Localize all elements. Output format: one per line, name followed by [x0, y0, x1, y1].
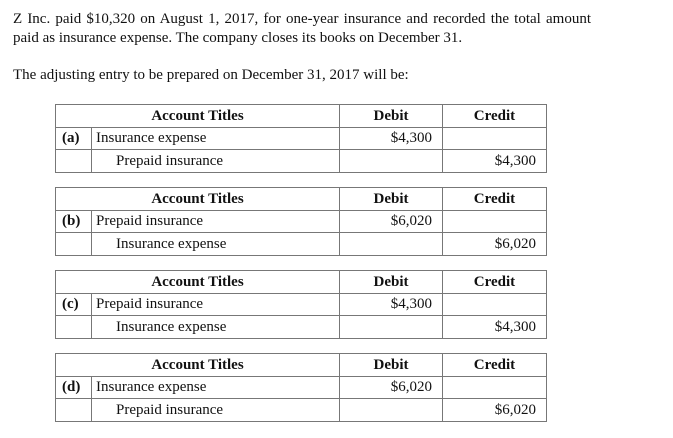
credit-header: Credit: [443, 188, 547, 211]
letter-empty-cell: [56, 316, 92, 339]
letter-empty-cell: [56, 233, 92, 256]
debit-empty-cell: [340, 399, 443, 422]
debit-header: Debit: [340, 354, 443, 377]
credit-amount: $6,020: [443, 399, 547, 422]
credit-amount: $4,300: [443, 316, 547, 339]
option-letter: (c): [56, 293, 92, 316]
credit-account: Insurance expense: [92, 233, 340, 256]
credit-empty-cell: [443, 376, 547, 399]
debit-account: Prepaid insurance: [92, 293, 340, 316]
option-letter: (d): [56, 376, 92, 399]
question-prompt: The adjusting entry to be prepared on December 31, 2017 will be:: [13, 67, 409, 83]
letter-empty-cell: [56, 399, 92, 422]
letter-empty-cell: [56, 150, 92, 173]
credit-amount: $4,300: [443, 150, 547, 173]
option-c-journal-table[interactable]: [55, 270, 547, 339]
credit-header: Credit: [443, 354, 547, 377]
credit-header: Credit: [443, 271, 547, 294]
debit-amount: $4,300: [340, 293, 443, 316]
credit-header: Credit: [443, 105, 547, 128]
credit-empty-cell: [443, 210, 547, 233]
option-letter: (a): [56, 127, 92, 150]
debit-header: Debit: [340, 105, 443, 128]
debit-account: Prepaid insurance: [92, 210, 340, 233]
account-titles-header: Account Titles: [56, 354, 340, 377]
account-titles-header: Account Titles: [56, 271, 340, 294]
credit-account: Prepaid insurance: [92, 150, 340, 173]
account-titles-header: Account Titles: [56, 105, 340, 128]
credit-empty-cell: [443, 293, 547, 316]
option-letter: (b): [56, 210, 92, 233]
account-titles-header: Account Titles: [56, 188, 340, 211]
debit-amount: $6,020: [340, 210, 443, 233]
credit-account: Insurance expense: [92, 316, 340, 339]
debit-header: Debit: [340, 188, 443, 211]
debit-header: Debit: [340, 271, 443, 294]
debit-empty-cell: [340, 316, 443, 339]
credit-empty-cell: [443, 127, 547, 150]
debit-account: Insurance expense: [92, 127, 340, 150]
debit-empty-cell: [340, 233, 443, 256]
credit-amount: $6,020: [443, 233, 547, 256]
question-text: Z Inc. paid $10,320 on August 1, 2017, for one-year insurance and recorded the total amount paid as insurance expense. The company closes its books on December 31.: [13, 11, 591, 46]
option-d-journal-table[interactable]: [55, 353, 547, 422]
debit-account: Insurance expense: [92, 376, 340, 399]
option-b-journal-table[interactable]: [55, 187, 547, 256]
debit-amount: $6,020: [340, 376, 443, 399]
debit-empty-cell: [340, 150, 443, 173]
debit-amount: $4,300: [340, 127, 443, 150]
option-a-journal-table[interactable]: [55, 104, 547, 173]
credit-account: Prepaid insurance: [92, 399, 340, 422]
